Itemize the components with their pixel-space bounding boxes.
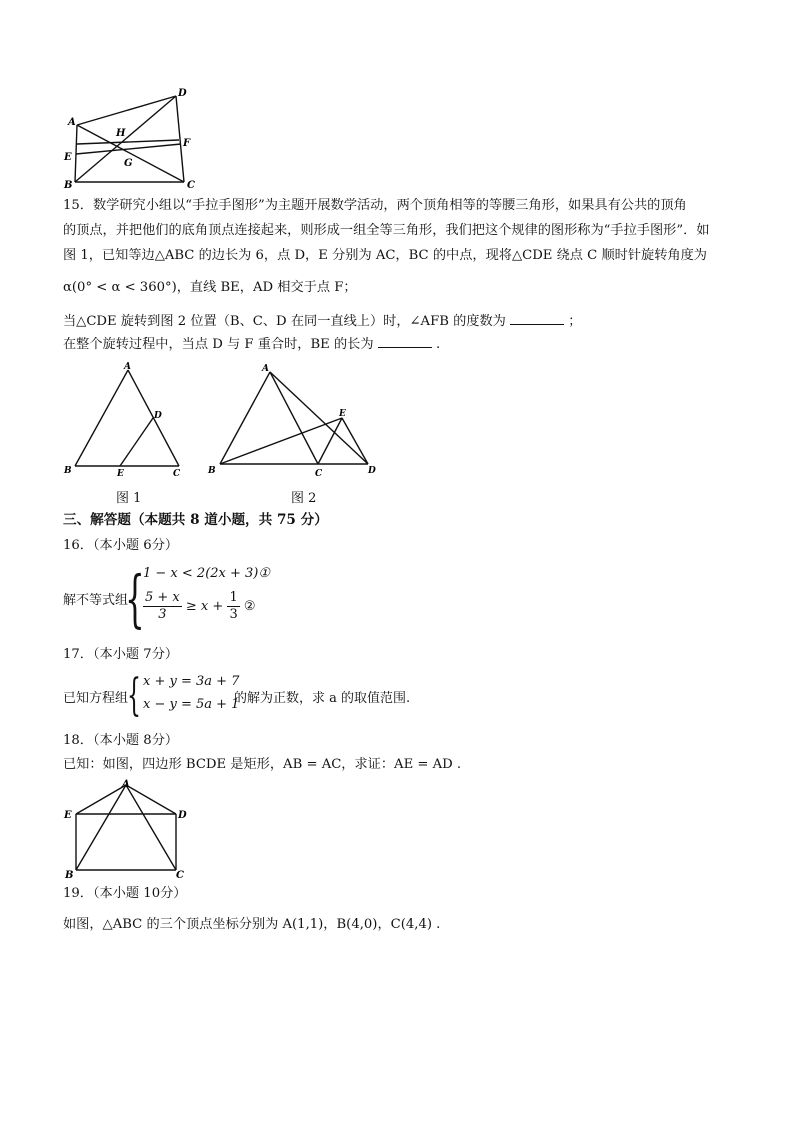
- fig2-label-A: A: [262, 364, 269, 374]
- label-C: C: [187, 180, 195, 191]
- left-brace: {: [125, 562, 145, 635]
- q17-suffix: 的解为正数，求 a 的取值范围.: [234, 691, 411, 706]
- q15-line-5: [63, 312, 581, 332]
- q18-label-C: C: [176, 870, 184, 880]
- label-D: D: [178, 88, 187, 99]
- fig1-label-A: A: [124, 362, 131, 372]
- fig1-caption: 图 1: [116, 491, 142, 506]
- fig2-label-B: B: [208, 466, 216, 476]
- fig2-label-E: E: [339, 409, 346, 419]
- q19-header: 19．（本小题 10分）: [63, 886, 187, 901]
- answer-blank-2[interactable]: [378, 335, 432, 348]
- q15-line-5-end: ；: [568, 314, 582, 329]
- label-B: B: [64, 180, 73, 191]
- label-A: A: [68, 117, 76, 128]
- q15-line-6: [63, 335, 440, 355]
- q18-figure: [60, 778, 195, 880]
- figure-2: [205, 360, 385, 480]
- q18-label-E: E: [64, 810, 72, 821]
- q16-inequality-2: $\frac{5 + x}{3}$ ≥ x + $\frac{1}{3}$ ②: [145, 590, 256, 622]
- q15-line-4: α(0° < α < 360°)，直线 BE，AD 相交于点 F；: [63, 280, 357, 295]
- left-brace: {: [127, 670, 141, 721]
- q16-prefix: 解不等式组: [63, 593, 129, 608]
- q17-prefix: 已知方程组: [63, 691, 129, 706]
- top-geometry-figure: [58, 84, 198, 192]
- q15-line-5-text: 当△CDE 旋转到图 2 位置（B、C、D 在同一直线上）时，∠AFB 的度数为: [63, 314, 506, 329]
- q15-line-1: 15．数学研究小组以“手拉手图形”为主题开展数学活动，两个顶角相等的等腰三角形，如果具有公共的顶角: [63, 198, 687, 213]
- q16-inequality-1: 1 − x < 2(2x + 3)①: [143, 566, 271, 581]
- q17-equation-2: x − y = 5a + 1: [143, 697, 240, 712]
- label-E: E: [64, 152, 72, 163]
- answer-blank-1[interactable]: [510, 312, 564, 325]
- label-H: H: [116, 128, 126, 139]
- section-3-title: 三、解答题（本题共 8 道小题，共 75 分）: [63, 512, 328, 528]
- q16-header: 16．（本小题 6分）: [63, 538, 179, 553]
- q18-label-A: A: [122, 779, 130, 790]
- q15-line-6-text: 在整个旋转过程中，当点 D 与 F 重合时，BE 的长为: [63, 337, 374, 352]
- fig2-label-C: C: [315, 469, 323, 479]
- q16-fraction-2: $\frac{1}{3}$: [229, 590, 238, 622]
- fig1-label-D: D: [154, 411, 162, 421]
- figure-1: [62, 360, 192, 480]
- label-F: F: [183, 138, 191, 149]
- fig1-label-B: B: [64, 466, 72, 476]
- fig1-label-C: C: [173, 469, 181, 479]
- q16-fraction-1: $\frac{5 + x}{3}$: [145, 590, 180, 622]
- q15-line-2: 的顶点，并把他们的底角顶点连接起来，则形成一组全等三角形，我们把这个规律的图形称为“手拉手图形”．如: [63, 223, 710, 238]
- q15-line-6-end: .: [435, 337, 441, 352]
- label-G: G: [124, 158, 133, 169]
- q18-label-D: D: [178, 810, 187, 821]
- q18-header: 18．（本小题 8分）: [63, 733, 179, 748]
- fig2-caption: 图 2: [291, 491, 317, 506]
- fig2-label-D: D: [368, 466, 376, 476]
- q19-text: 如图，△ABC 的三个顶点坐标分别为 A(1,1)，B(4,0)，C(4,4) .: [63, 917, 441, 932]
- q17-equation-1: x + y = 3a + 7: [143, 674, 240, 689]
- q15-line-3: 图 1，已知等边△ABC 的边长为 6，点 D，E 分别为 AC，BC 的中点，现将△CDE 绕点 C 顺时针旋转角度为: [63, 248, 707, 263]
- q18-text: 已知：如图，四边形 BCDE 是矩形，AB = AC，求证：AE = AD .: [63, 757, 462, 772]
- fig1-label-E: E: [117, 469, 124, 479]
- q17-header: 17．（本小题 7分）: [63, 647, 179, 662]
- q18-label-B: B: [65, 870, 74, 880]
